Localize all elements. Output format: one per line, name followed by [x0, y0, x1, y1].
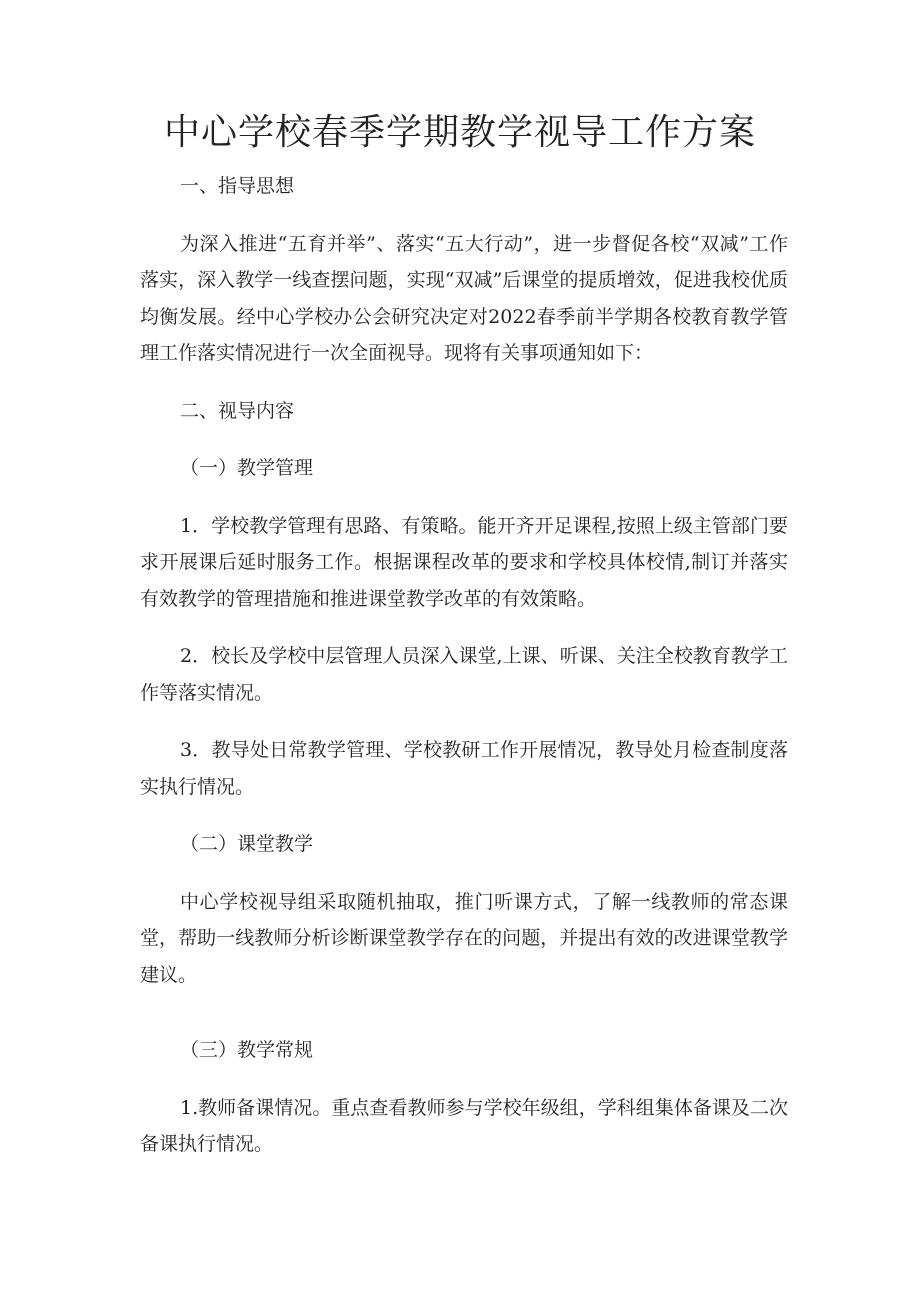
section-heading-inspection-content: 二、视导内容 [180, 399, 295, 422]
subsection-heading-classroom-teaching: （二）课堂教学 [180, 833, 314, 855]
list-item: 2．校长及学校中层管理人员深入课堂,上课、听课、关注全校教育教学工作等落实情况。 [140, 645, 788, 704]
list-item: 1.教师备课情况。重点查看教师参与学校年级组，学科组集体备课及二次备课执行情况。 [140, 1096, 788, 1155]
subsection-heading-teaching-routine: （三）教学常规 [180, 1039, 314, 1061]
section-heading-guiding-ideology: 一、指导思想 [180, 175, 295, 197]
document-body [140, 168, 788, 1163]
subsection-paragraph-classroom-teaching: 中心学校视导组采取随机抽取，推门听课方式，了解一线教师的常态课堂，帮助一线教师分析诊断课堂教学存在的问题，并提出有效的改进课堂教学建议。 [140, 890, 788, 986]
list-item: 3．教导处日常教学管理、学校教研工作开展情况，教导处月检查制度落实执行情况。 [140, 739, 788, 798]
subsection-heading-teaching-management: （一）教学管理 [180, 457, 314, 479]
section-paragraph-guiding-ideology: 为深入推进“五育并举”、落实“五大行动”，进一步督促各校“双减”工作落实，深入教学一线查摆问题，实现“双减”后课堂的提质增效，促进我校优质均衡发展。经中心学校办公会研究决定对2022春季前半学期各校教育教学管理工作落实情况进行一次全面视导。现将有关事项通知如下： [140, 232, 788, 364]
document-title: 中心学校春季学期教学视导工作方案 [163, 112, 756, 153]
list-item: 1．学校教学管理有思路、有策略。能开齐开足课程,按照上级主管部门要求开展课后延时服务工作。根据课程改革的要求和学校具体校情,制订并落实有效教学的管理措施和推进课堂教学改革的有效策略。 [140, 514, 788, 610]
